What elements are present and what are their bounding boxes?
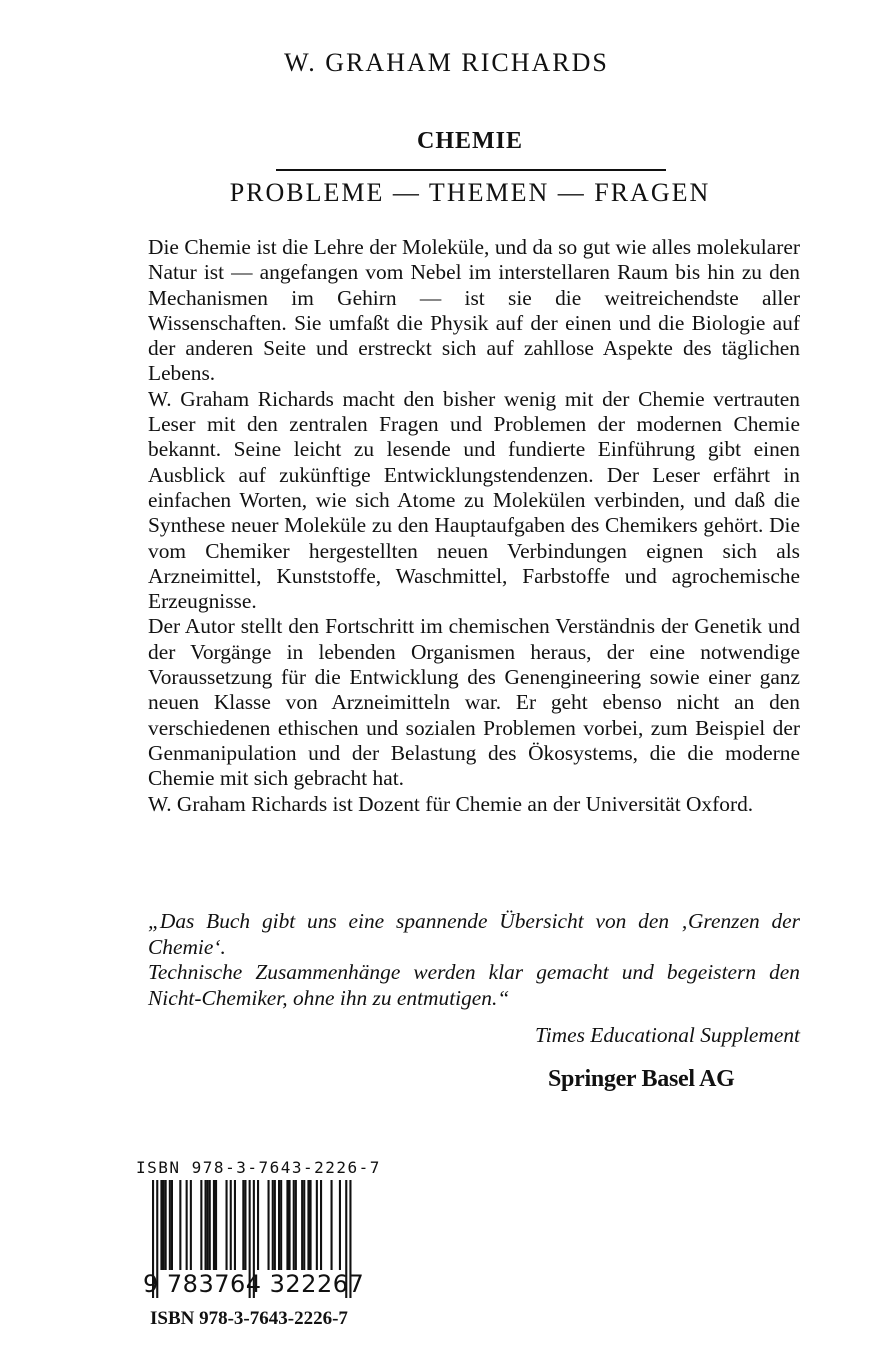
barcode-digits: 9 783764 322267 <box>143 1270 365 1298</box>
author-name: W. GRAHAM RICHARDS <box>284 48 609 77</box>
blurb-paragraph: W. Graham Richards macht den bisher wenig mit der Chemie vertrauten Leser mit den zentralen Fragen und Problemen der modernen Chemie bekannt. Seine leicht zu lesende und fundierte Einführung gibt einen Ausblick auf zukünftige Entwicklungstendenzen. Der Leser erfährt in einfachen Worten, wie sich Atome zu Molekülen verbinden, und daß die Synthese neuer Moleküle zu den Hauptaufgaben des Chemikers gehört. Die vom Chemiker hergestellten neuen Verbindungen eignen sich als Arzneimittel, Kunststoffe, Waschmittel, Farbstoffe und agrochemische Erzeugnisse. <box>148 386 800 614</box>
blurb-paragraph: Die Chemie ist die Lehre der Moleküle, und da so gut wie alles molekularer Natur ist — angefangen vom Nebel im interstellaren Raum bis hin zu den Mechanismen im Gehirn — ist sie die weitreichendste aller Wissenschaften. Sie umfaßt die Physik auf der einen und die Biologie auf der anderen Seite und erstreckt sich auf zahllose Aspekte des täglichen Lebens. <box>148 235 800 386</box>
barcode-bar <box>163 1180 165 1270</box>
barcode-bar <box>160 1180 162 1270</box>
blurb <box>148 235 800 817</box>
barcode-bar <box>280 1180 282 1270</box>
barcode-bar <box>226 1180 228 1270</box>
barcode-bar <box>303 1180 305 1270</box>
barcode-bar <box>213 1180 215 1270</box>
blurb-paragraph: Der Autor stellt den Fortschritt im chemischen Verständnis der Genetik und der Vorgänge in lebenden Organismen heraus, der eine notwendige Voraussetzung für die Entwicklung des Genengineering sowie einer ganz neuen Klasse von Arzneimitteln war. Er geht ebenso nicht an den verschiedenen ethischen und sozialen Problemen vorbei, zum Beispiel der Genmanipulation und der Belastung des Ökosystems, die die moderne Chemie mit sich gebracht hat. <box>148 614 800 791</box>
review-quote <box>148 909 800 1011</box>
barcode-bar <box>272 1180 274 1270</box>
barcode-bar <box>307 1180 309 1270</box>
barcode-bar <box>186 1180 188 1270</box>
barcode-bar <box>339 1180 341 1270</box>
barcode-bar <box>310 1180 312 1270</box>
barcode-bar <box>268 1180 270 1270</box>
quote-source: Times Educational Supplement <box>535 1023 800 1047</box>
barcode-bar <box>234 1180 236 1270</box>
book-subtitle: PROBLEME — THEMEN — FRAGEN <box>229 178 711 207</box>
barcode-bar <box>289 1180 291 1270</box>
barcode-bar <box>301 1180 303 1270</box>
barcode-bar <box>207 1180 209 1270</box>
title-divider <box>276 169 666 171</box>
barcode-bar <box>244 1180 246 1270</box>
barcode-bar <box>320 1180 322 1270</box>
barcode-bar <box>293 1180 295 1270</box>
barcode-bar <box>230 1180 232 1270</box>
barcode-bar <box>190 1180 192 1270</box>
barcode-bar <box>331 1180 333 1270</box>
barcode-bar <box>295 1180 297 1270</box>
book-title: CHEMIE <box>416 128 523 154</box>
barcode-bar <box>278 1180 280 1270</box>
barcode-bar <box>200 1180 202 1270</box>
barcode-bar <box>209 1180 211 1270</box>
quote-line: „Das Buch gibt uns eine spannende Übersicht von den ‚Grenzen der Chemie‘. <box>148 909 800 959</box>
barcode-bar <box>205 1180 207 1270</box>
barcode-bar <box>169 1180 171 1270</box>
blurb-paragraph: W. Graham Richards ist Dozent für Chemie an der Universität Oxford. <box>148 791 754 816</box>
barcode-bar <box>242 1180 244 1270</box>
publisher-name: Springer Basel AG <box>548 1066 735 1092</box>
barcode-bar <box>257 1180 259 1270</box>
barcode-bar <box>179 1180 181 1270</box>
barcode-bar <box>286 1180 288 1270</box>
barcode-bar <box>274 1180 276 1270</box>
isbn-label-top: ISBN 978-3-7643-2226-7 <box>136 1158 381 1177</box>
isbn-label-bottom: ISBN 978-3-7643-2226-7 <box>150 1308 348 1329</box>
barcode-bar <box>215 1180 217 1270</box>
quote-line: Technische Zusammenhänge werden klar gemacht und begeistern den Nicht-Chemiker, ohne ihn zu entmutigen.“ <box>148 960 800 1010</box>
barcode-bar <box>165 1180 167 1270</box>
barcode-bar <box>316 1180 318 1270</box>
barcode-bar <box>171 1180 173 1270</box>
